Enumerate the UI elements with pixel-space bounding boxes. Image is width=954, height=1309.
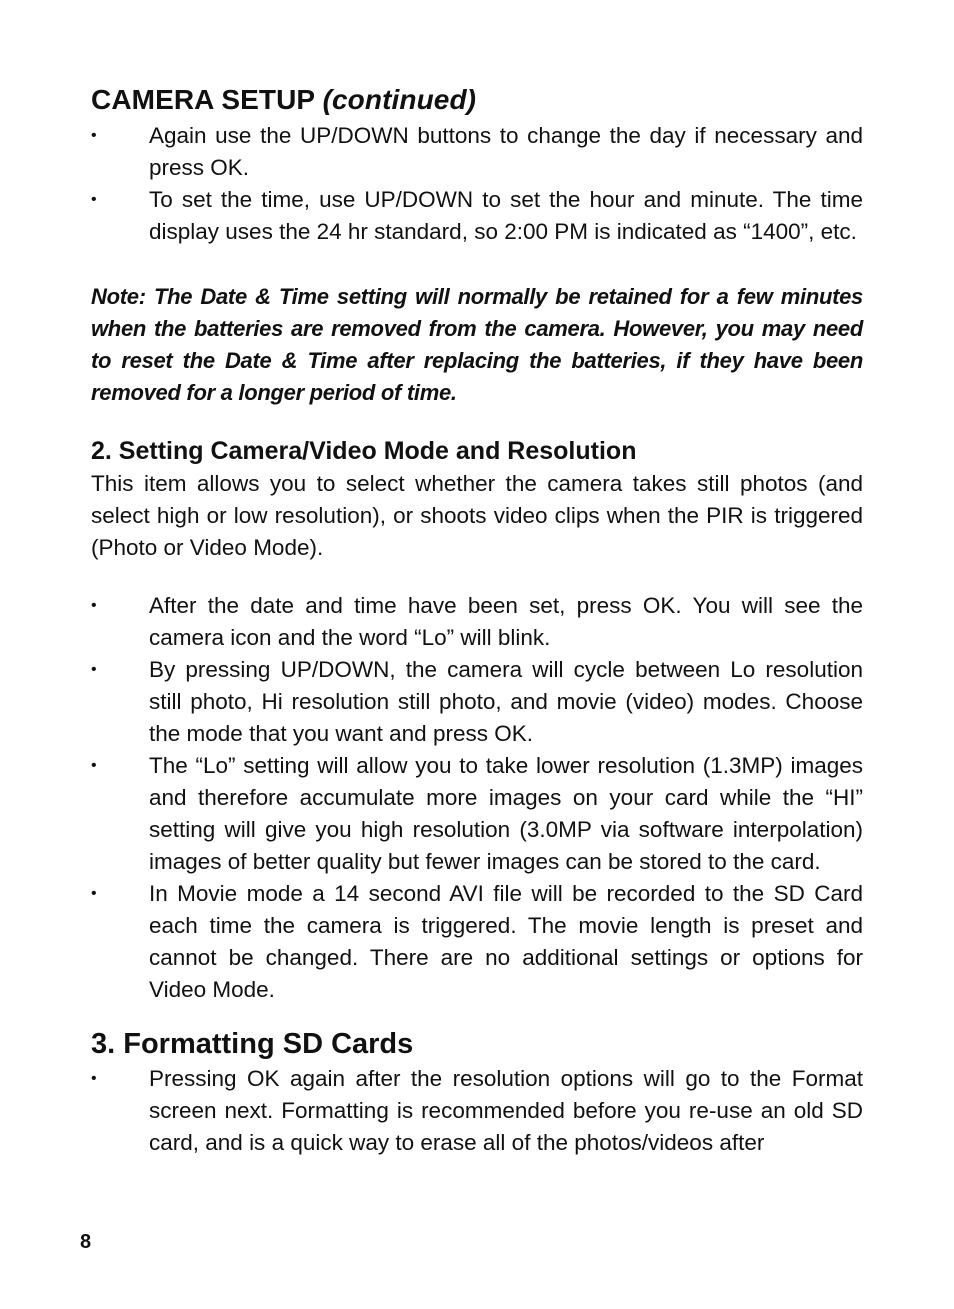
section-2-intro: This item allows you to select whether the camera takes still photos (and select high or low resolution), or shoots video clips when the PIR is triggered (Photo or Video Mode).	[91, 471, 863, 560]
bullet-icon: •	[91, 597, 97, 614]
page-title-main: CAMERA SETUP	[91, 84, 315, 115]
list-item: • In Movie mode a 14 second AVI file will be recorded to the SD Card each time the camera is triggered. The movie length is preset and cannot be changed. There are no additional settings or options for Video Mode.	[91, 878, 863, 1006]
bullet-icon: •	[91, 757, 97, 774]
page-title	[91, 84, 863, 116]
list-item: • The “Lo” setting will allow you to take lower resolution (1.3MP) images and therefore accumulate more images on your card while the “HI” setting will give you high resolution (3.0MP via software interpolation) images of better quality but fewer images can be stored to the card.	[91, 750, 863, 878]
intro-bullet-list	[91, 120, 863, 248]
section-2-heading: 2. Setting Camera/Video Mode and Resolution	[91, 437, 637, 465]
list-item: • To set the time, use UP/DOWN to set the hour and minute. The time display uses the 24 hr standard, so 2:00 PM is indicated as “1400”, etc.	[91, 184, 863, 248]
list-item: • Again use the UP/DOWN buttons to change the day if necessary and press OK.	[91, 120, 863, 184]
list-item: • After the date and time have been set, press OK. You will see the camera icon and the word “Lo” will blink.	[91, 590, 863, 654]
manual-page	[91, 84, 863, 1159]
section-2-bullet-list	[91, 590, 863, 1006]
section-3-bullet-list	[91, 1063, 863, 1159]
bullet-icon: •	[91, 885, 97, 902]
bullet-icon: •	[91, 661, 97, 678]
date-time-note: Note: The Date & Time setting will normally be retained for a few minutes when the batteries are removed from the camera. However, you may need to reset the Date & Time after replacing the batteries, if they have been removed for a longer period of time.	[91, 284, 863, 405]
page-number: 8	[80, 1231, 92, 1253]
bullet-icon: •	[91, 1070, 97, 1087]
list-item: • By pressing UP/DOWN, the camera will cycle between Lo resolution still photo, Hi resolution still photo, and movie (video) modes. Choose the mode that you want and press OK.	[91, 654, 863, 750]
bullet-icon: •	[91, 127, 97, 144]
list-item: • Pressing OK again after the resolution options will go to the Format screen next. Formatting is recommended before you re-use an old SD card, and is a quick way to erase all of the photos/videos after	[91, 1063, 863, 1159]
section-3-heading: 3. Formatting SD Cards	[91, 1028, 414, 1060]
bullet-icon: •	[91, 191, 97, 208]
page-title-suffix: (continued)	[322, 84, 477, 115]
